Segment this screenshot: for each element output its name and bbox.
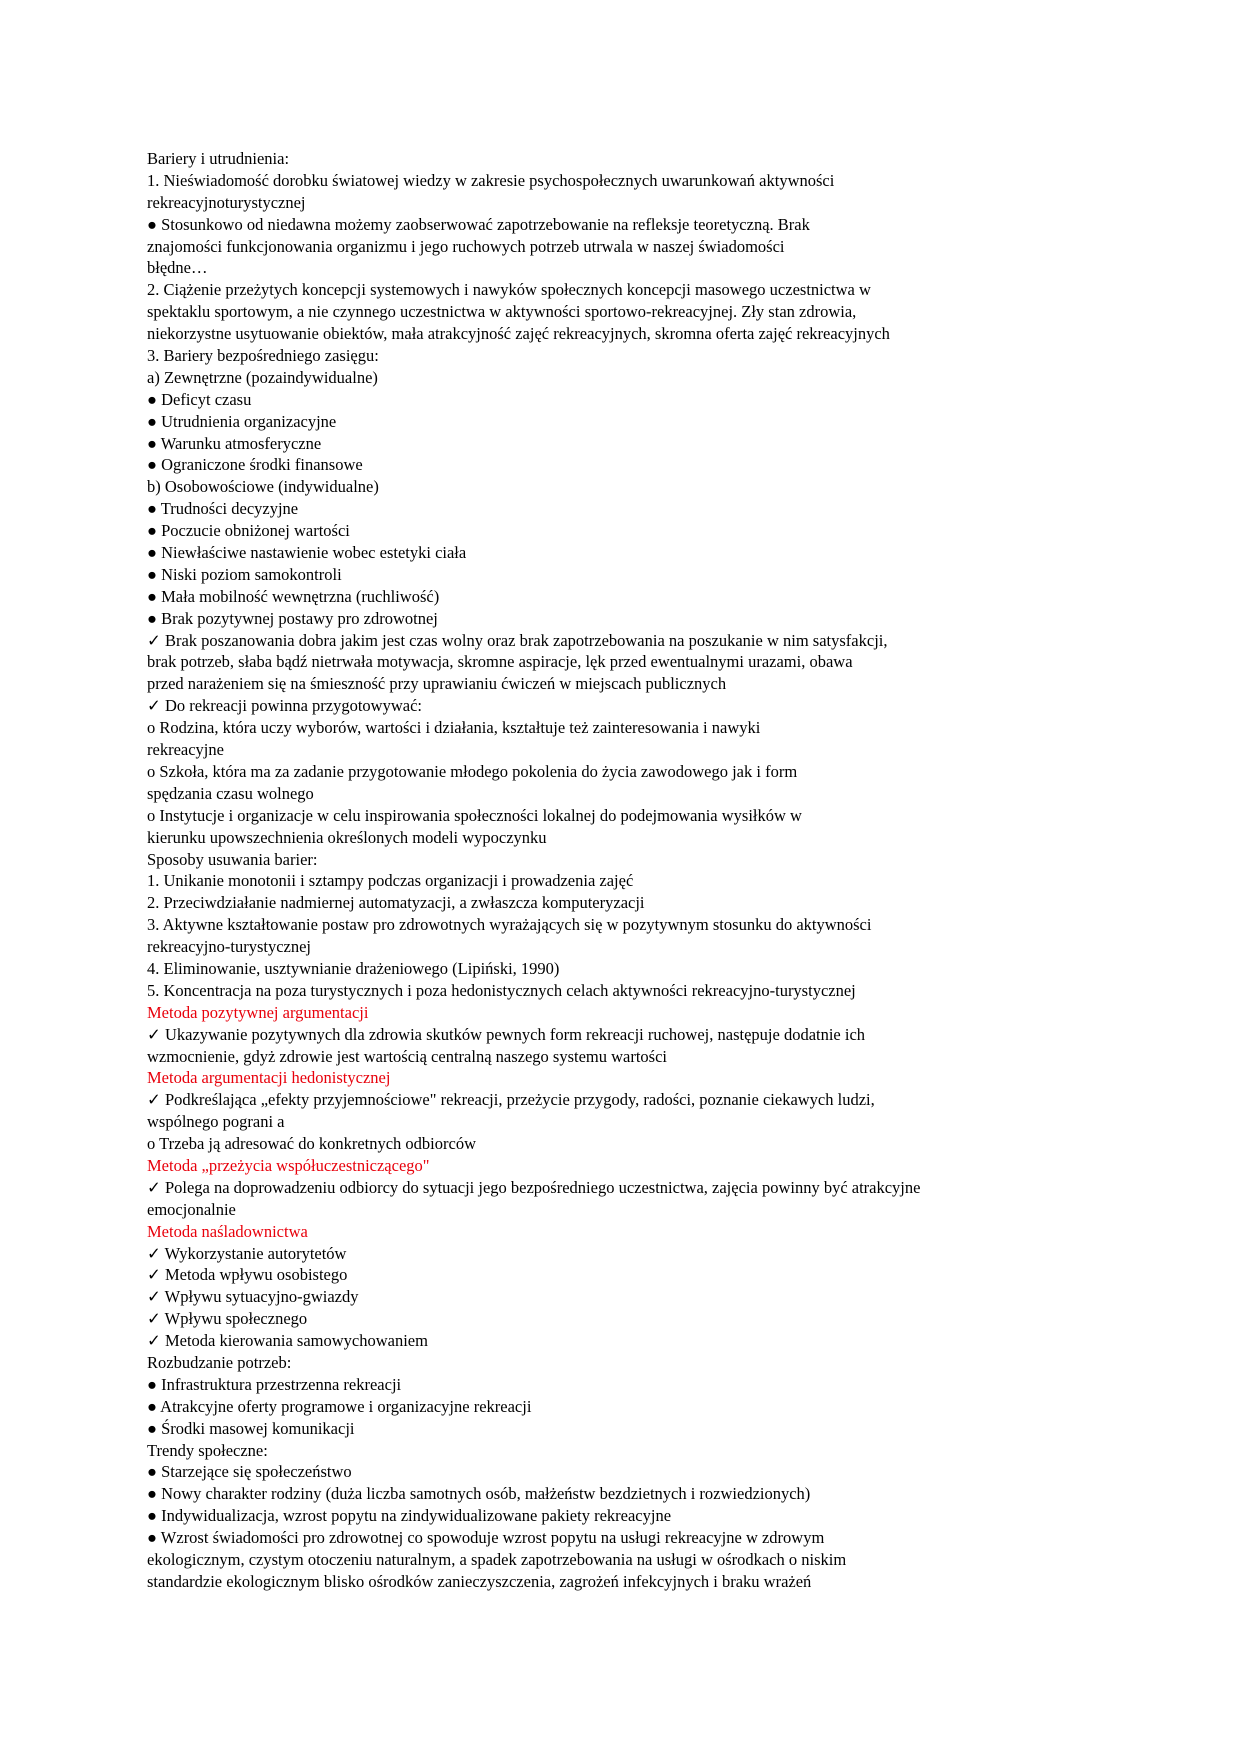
text-line: o Rodzina, która uczy wyborów, wartości i działania, kształtuje też zainteresowania i nawyki	[147, 718, 761, 738]
text-line: 2. Ciążenie przeżytych koncepcji systemowych i nawyków społecznych koncepcji masowego uczestnictwa w	[147, 280, 871, 300]
text-line: ✓ Do rekreacji powinna przygotowywać:	[147, 696, 422, 716]
text-line: Trendy społeczne:	[147, 1440, 268, 1460]
text-line: ✓ Ukazywanie pozytywnych dla zdrowia skutków pewnych form rekreacji ruchowej, następuje dodatnie ich	[147, 1024, 866, 1044]
text-line: 3. Aktywne kształtowanie postaw pro zdrowotnych wyrażających się w pozytywnym stosunku do aktywności	[147, 915, 872, 935]
text-line: ✓ Wpływu sytuacyjno-gwiazdy	[147, 1287, 359, 1307]
text-line: spektaklu sportowym, a nie czynnego uczestnictwa w aktywności sportowo-rekreacyjnej. Zły stan zdrowia,	[147, 302, 857, 322]
text-line: 2. Przeciwdziałanie nadmiernej automatyzacji, a zwłaszcza komputeryzacji	[147, 893, 645, 913]
text-line: ● Infrastruktura przestrzenna rekreacji	[147, 1374, 402, 1394]
text-line: a) Zewnętrzne (pozaindywidualne)	[147, 367, 378, 387]
text-line: ✓ Brak poszanowania dobra jakim jest czas wolny oraz brak zapotrzebowania na poszukanie w nim satysfakcji,	[147, 630, 888, 650]
text-line: wspólnego pograni a	[147, 1112, 285, 1132]
text-line: spędzania czasu wolnego	[147, 783, 314, 803]
text-line: ● Poczucie obniżonej wartości	[147, 521, 350, 541]
text-line: 5. Koncentracja na poza turystycznych i poza hedonistycznych celach aktywności rekreacyjno-turystycznej	[147, 980, 856, 1000]
text-line: ● Wzrost świadomości pro zdrowotnej co spowoduje wzrost popytu na usługi rekreacyjne w zdrowym	[147, 1528, 825, 1548]
text-line: błędne…	[147, 258, 208, 278]
text-line: ✓ Metoda wpływu osobistego	[147, 1265, 348, 1285]
text-line: ✓ Metoda kierowania samowychowaniem	[147, 1331, 428, 1351]
text-line: kierunku upowszechnienia określonych modeli wypoczynku	[147, 827, 547, 847]
section-heading: Metoda „przeżycia współuczestniczącego"	[147, 1155, 430, 1175]
text-line: ● Warunku atmosferyczne	[147, 433, 322, 453]
text-line: rekreacyjne	[147, 740, 224, 760]
text-line: rekreacyjnoturystycznej	[147, 192, 306, 212]
text-line: o Instytucje i organizacje w celu inspirowania społeczności lokalnej do podejmowania wysiłków w	[147, 805, 802, 825]
section-heading: Metoda pozytywnej argumentacji	[147, 1002, 369, 1022]
text-line: rekreacyjno-turystycznej	[147, 937, 312, 957]
text-line: ● Mała mobilność wewnętrzna (ruchliwość)	[147, 586, 440, 606]
text-line: ● Niski poziom samokontroli	[147, 564, 342, 584]
text-line: ● Niewłaściwe nastawienie wobec estetyki ciała	[147, 543, 467, 563]
text-line: ✓ Wpływu społecznego	[147, 1309, 308, 1329]
document-body	[147, 148, 1047, 1593]
text-line: wzmocnienie, gdyż zdrowie jest wartością centralną naszego systemu wartości	[147, 1046, 668, 1066]
text-line: ✓ Polega na doprowadzeniu odbiorcy do sytuacji jego bezpośredniego uczestnictwa, zajęcia powinny być atrakcyjne	[147, 1177, 921, 1197]
text-line: 3. Bariery bezpośredniego zasięgu:	[147, 346, 379, 366]
text-line: b) Osobowościowe (indywidualne)	[147, 477, 379, 497]
text-line: ● Utrudnienia organizacyjne	[147, 411, 337, 431]
text-line: ✓ Wykorzystanie autorytetów	[147, 1243, 347, 1263]
text-line: 4. Eliminowanie, usztywnianie drażeniowego (Lipiński, 1990)	[147, 958, 560, 978]
text-line: o Trzeba ją adresować do konkretnych odbiorców	[147, 1134, 476, 1154]
text-line: przed narażeniem się na śmieszność przy uprawianiu ćwiczeń w miejscach publicznych	[147, 674, 727, 694]
section-heading: Metoda naśladownictwa	[147, 1221, 308, 1241]
text-line: 1. Nieświadomość dorobku światowej wiedzy w zakresie psychospołecznych uwarunkowań aktywności	[147, 170, 835, 190]
text-line: o Szkoła, która ma za zadanie przygotowanie młodego pokolenia do życia zawodowego jak i form	[147, 761, 798, 781]
text-line: niekorzystne usytuowanie obiektów, mała atrakcyjność zajęć rekreacyjnych, skromna oferta zajęć rekreacyjnych	[147, 324, 890, 344]
text-line: ✓ Podkreślająca „efekty przyjemnościowe" rekreacji, przeżycie przygody, radości, poznanie ciekawych ludzi,	[147, 1090, 875, 1110]
text-line: ● Atrakcyjne oferty programowe i organizacyjne rekreacji	[147, 1396, 532, 1416]
text-line: standardzie ekologicznym blisko ośrodków zanieczyszczenia, zagrożeń infekcyjnych i braku wrażeń	[147, 1571, 812, 1591]
text-line: ● Środki masowej komunikacji	[147, 1418, 355, 1438]
text-line: ● Deficyt czasu	[147, 389, 252, 409]
text-line: Bariery i utrudnienia:	[147, 149, 290, 168]
text-line: ● Trudności decyzyjne	[147, 499, 299, 519]
text-line: ● Ograniczone środki finansowe	[147, 455, 363, 475]
text-line: ● Nowy charakter rodziny (duża liczba samotnych osób, małżeństw bezdzietnych i rozwiedzionych)	[147, 1484, 811, 1504]
text-line: Rozbudzanie potrzeb:	[147, 1352, 292, 1372]
text-line: ekologicznym, czystym otoczeniu naturalnym, a spadek zapotrzebowania na usługi w ośrodkach o niskim	[147, 1550, 847, 1569]
text-line: brak potrzeb, słaba bądź nietrwała motywacja, skromne aspiracje, lęk przed ewentualnymi urazami, obawa	[147, 652, 853, 672]
text-line: ● Indywidualizacja, wzrost popytu na zindywidualizowane pakiety rekreacyjne	[147, 1506, 672, 1526]
text-line: ● Brak pozytywnej postawy pro zdrowotnej	[147, 608, 438, 628]
text-line: emocjonalnie	[147, 1199, 236, 1219]
text-line: Sposoby usuwania barier:	[147, 849, 318, 869]
text-line: ● Starzejące się społeczeństwo	[147, 1462, 352, 1482]
text-line: znajomości funkcjonowania organizmu i jego ruchowych potrzeb utrwala w naszej świadomości	[147, 236, 785, 256]
text-line: 1. Unikanie monotonii i sztampy podczas organizacji i prowadzenia zajęć	[147, 871, 634, 891]
text-line: ● Stosunkowo od niedawna możemy zaobserwować zapotrzebowanie na refleksje teoretyczną. Brak	[147, 214, 810, 234]
section-heading: Metoda argumentacji hedonistycznej	[147, 1068, 391, 1088]
